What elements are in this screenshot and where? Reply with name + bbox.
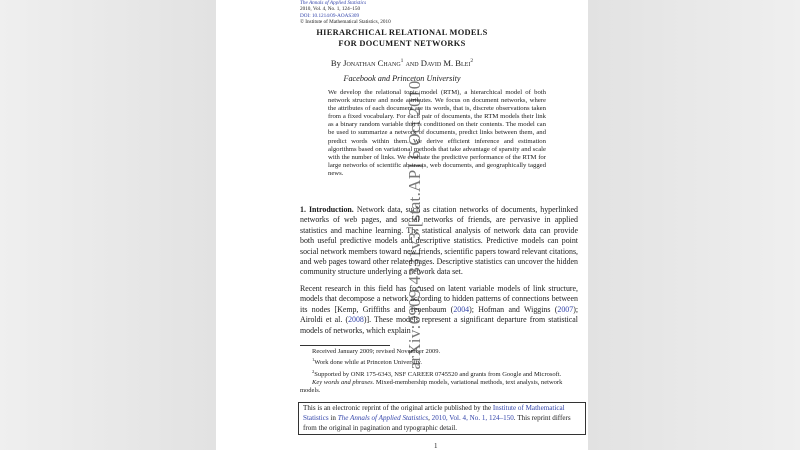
author-line: [216, 58, 588, 68]
author-1-footnote[interactable]: 1: [400, 58, 404, 65]
author-1: Jonathan Chang: [343, 58, 401, 68]
journal-volume: 2010, Vol. 4, No. 1, 124–150: [300, 6, 361, 13]
pdf-page[interactable]: [216, 0, 588, 450]
para2-text-c: ); Airoldi et al. (: [300, 304, 579, 325]
journal-header: [300, 0, 391, 26]
citation-kemp[interactable]: 2004: [453, 304, 470, 314]
footnote-2-text: Supported by ONR 175-6343, NSF CAREER 0745520 and grants from Google and Microsoft.: [314, 370, 562, 378]
abstract: We develop the relational topic model (RTM), a hierarchical model of both network structure and node attributes. We focus on document networks, where the attributes of each document are its words, that is, discrete observations taken from a fixed vocabulary. For each pair of documents, the RTM models their link as a binary random variable that is conditioned on their contents. The model can be used to summarize a network of documents, predict links between them, and predict words within them. We derive efficient inference and estimation algorithms based on variational methods that take advantage of sparsity and scale with the number of links. We evaluate the predictive performance of the RTM for large networks of scientific abstracts, web documents, and geographically tagged news.: [328, 89, 546, 177]
footnote-2: [300, 368, 578, 379]
keywords-text: Mixed-membership models, variational methods, text analysis, network models.: [300, 378, 563, 395]
title-line-1: HIERARCHICAL RELATIONAL MODELS: [316, 28, 488, 37]
citation-airoldi[interactable]: 2008: [348, 315, 364, 325]
viewer-left-margin: [0, 0, 216, 450]
doi-link[interactable]: DOI: 10.1214/09-AOAS309: [300, 12, 360, 19]
viewer-right-margin: [588, 0, 800, 450]
para2-text-d: )]. These models represent a significant departure from statistical models of networks, which explain: [300, 315, 578, 335]
journal-name[interactable]: The Annals of Applied Statistics: [300, 0, 367, 6]
received-dates: Received January 2009; revised November 2009.: [312, 348, 441, 355]
citation-hofman[interactable]: 2007: [557, 304, 574, 314]
footnote-1-text: Work done while at Princeton University.: [314, 359, 422, 367]
paragraph-2: [300, 284, 578, 336]
keywords: [300, 379, 578, 395]
footnote-1: [300, 356, 578, 367]
and-label: and: [405, 58, 419, 68]
footnotes: [300, 348, 578, 395]
para2-text-b: ); Hofman and Wiggins (: [469, 304, 558, 314]
footnote-2-mark: 2: [312, 368, 315, 374]
reprint-in: in: [330, 413, 336, 422]
ims-link[interactable]: Institute of Mathematical Statistics: [303, 404, 565, 422]
footnote-divider: [300, 345, 390, 346]
para2-text-a: Recent research in this field has focused on latent variable models of link structure, models that decompose a network according to hidden patterns of connections between its nodes [Kemp, Griffiths and Tenenbaum (: [300, 284, 578, 314]
by-label: By: [330, 58, 341, 68]
page-number: 1: [434, 442, 438, 450]
affiliation: Facebook and Princeton University: [343, 74, 461, 83]
reprint-suffix: . This reprint differs from the original in pagination and typographic detail.: [303, 413, 571, 432]
copyright-line: © Institute of Mathematical Statistics, 2010: [300, 19, 391, 26]
paper-title: [216, 28, 588, 49]
intro-text: Network data, such as citation networks of documents, hyperlinked networks of web pages, and social networks of friends, are pervasive in applied statistics and machine learning. The statistical analysis of network data can provide both useful predictive models and descriptive statistics. Predictive models can point social network members toward new friends, scientific papers toward relevant citations, and web pages toward other related pages. Descriptive statistics can uncover the hidden community structure underlying a network data set.: [300, 205, 578, 277]
footnote-1-mark: 1: [312, 357, 315, 363]
reprint-prefix: This is an electronic reprint of the original article published by the: [303, 404, 492, 412]
reprint-volume-link[interactable]: 2010, Vol. 4, No. 1, 124–150: [431, 413, 514, 422]
title-line-2: FOR DOCUMENT NETWORKS: [338, 38, 466, 48]
reprint-notice: This is an electronic reprint of the original article published by the Institute of Mathematical Statistics in The Annals of Applied Statistics, 2010, Vol. 4, No. 1, 124–150. This reprint differs from the original in pagination and typographic detail.: [298, 402, 586, 435]
author-2: David M. Blei: [420, 58, 471, 68]
section-heading: 1. Introduction.: [300, 205, 354, 214]
keywords-label: Key words and phrases.: [312, 378, 375, 386]
reprint-journal-link[interactable]: The Annals of Applied Statistics: [337, 413, 429, 422]
arxiv-stamp: arXiv:0909.4331v3 [stat.AP] 6 Oct 2010: [405, 80, 424, 370]
author-2-footnote[interactable]: 2: [470, 58, 474, 65]
intro-paragraph: [300, 205, 578, 278]
